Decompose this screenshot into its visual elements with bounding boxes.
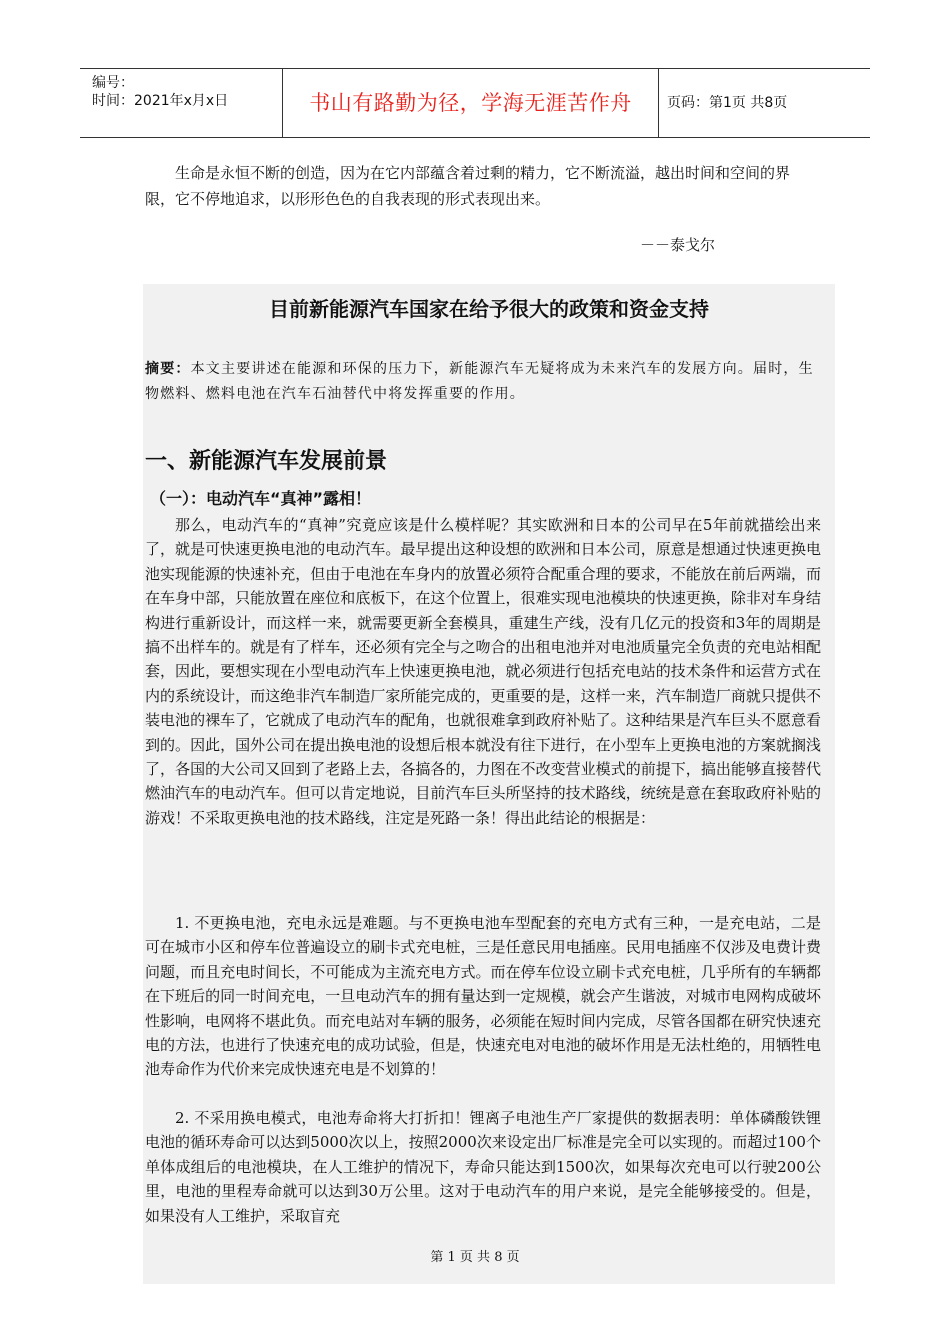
page-footer: 第 1 页 共 8 页 [430, 1250, 520, 1265]
body-paragraph-1: 那么，电动汽车的“真神”究竟应该是什么模样呢？其实欧洲和日本的公司早在5年前就描绘出来了，就是可快速更换电池的电动汽车。最早提出这种设想的欧洲和日本公司，原意是想通过快速更换电池实现能源的快速补充，但由于电池在车身内的放置必须符合配重合理的要求，不能放在前后两端，而在车身中部，只能放置在座位和底板下，在这个位置上，很难实现电池模块的快速更换，除非对车身结构进行重新设计，而这样一来，就需要更新全套模具，重建生产线，没有几亿元的投资和3年的周期是搞不出样车的。就是有了样车，还必须有完全与之吻合的出租电池并对电池质量完全负责的充电站相配套，因此，要想实现在小型电动汽车上快速更换电池，就必须进行包括充电站的技术条件和运营方式在内的系统设计，而这绝非汽车制造厂家所能完成的，更重要的是，这样一来，汽车制造厂商就只提供不装电池的裸车了，它就成了电动汽车的配角，也就很难拿到政府补贴了。这种结果是汽车巨头不愿意看到的。因此，国外公司在提出换电池的设想后根本就没有往下进行，在小型车上更换电池的方案就搁浅了，各国的大公司又回到了老路上去，各搞各的，力图在不改变营业模式的前提下，搞出能够直接替代燃油汽车的电动汽车。但可以肯定地说，目前汽车巨头所坚持的技术路线，统统是意在套取政府补贴的游戏！不采取更换电池的技术路线，注定是死路一条！得出此结论的根据是： [145, 516, 821, 827]
date-label: 时间：2021年x月x日 [92, 93, 229, 109]
body-paragraph-3: 2. 不采用换电模式，电池寿命将大打折扣！锂离子电池生产厂家提供的数据表明：单体磷酸铁锂电池的循环寿命可以达到5000次以上，按照2000次来设定出厂标准是完全可以实现的。而超过100个单体成组后的电池模块，在人工维护的情况下，寿命只能达到1500次，如果每次充电可以行驶200公里，电池的里程寿命就可以达到30万公里。这对于电动汽车的用户来说，是完全能够接受的。但是，如果没有人工维护，采取盲充 [145, 1109, 821, 1225]
subsection-heading: （一）：电动汽车“真神”露相！ [150, 489, 372, 508]
quote-text: 生命是永恒不断的创造，因为在它内部蕴含着过剩的精力，它不断流溢，越出时间和空间的界限，它不停地追求，以形形色色的自我表现的形式表现出来。 [145, 164, 791, 208]
abstract-text: 本文主要讲述在能源和环保的压力下，新能源汽车无疑将成为未来汽车的发展方向。届时，生物燃料、燃料电池在汽车石油替代中将发挥重要的作用。 [145, 361, 814, 402]
article-abstract [145, 357, 815, 407]
body-paragraph-2: 1. 不更换电池，充电永远是难题。与不更换电池车型配套的充电方式有三种，一是充电站，二是可在城市小区和停车位普遍设立的刷卡式充电桩，三是任意民用电插座。民用电插座不仅涉及电费计费问题，而且充电时间长，不可能成为主流充电方式。而在停车位设立刷卡式充电桩，几乎所有的车辆都在下班后的同一时间充电，一旦电动汽车的拥有量达到一定规模，就会产生谐波，对城市电网构成破坏性影响，电网将不堪此负。而充电站对车辆的服务，必须能在短时间内完成，尽管各国都在研究快速充电的方法，也进行了快速充电的成功试验，但是，快速充电对电池的破坏作用是无法杜绝的，用牺牲电池寿命作为代价来完成快速充电是不划算的！ [145, 914, 821, 1079]
header-meta-cell [80, 69, 283, 137]
quote-author: －－泰戈尔 [640, 236, 716, 254]
header-motto: 书山有路勤为径，学海无涯苦作舟 [283, 69, 659, 137]
abstract-label: 摘要： [145, 361, 191, 377]
doc-number-label: 编号： [92, 75, 134, 91]
header-table [80, 68, 870, 138]
section-heading: 一、新能源汽车发展前景 [145, 449, 388, 474]
opening-quote [145, 160, 815, 212]
article-title: 目前新能源汽车国家在给予很大的政策和资金支持 [269, 297, 709, 321]
header-page-info: 页码：第1页 共8页 [667, 95, 788, 111]
